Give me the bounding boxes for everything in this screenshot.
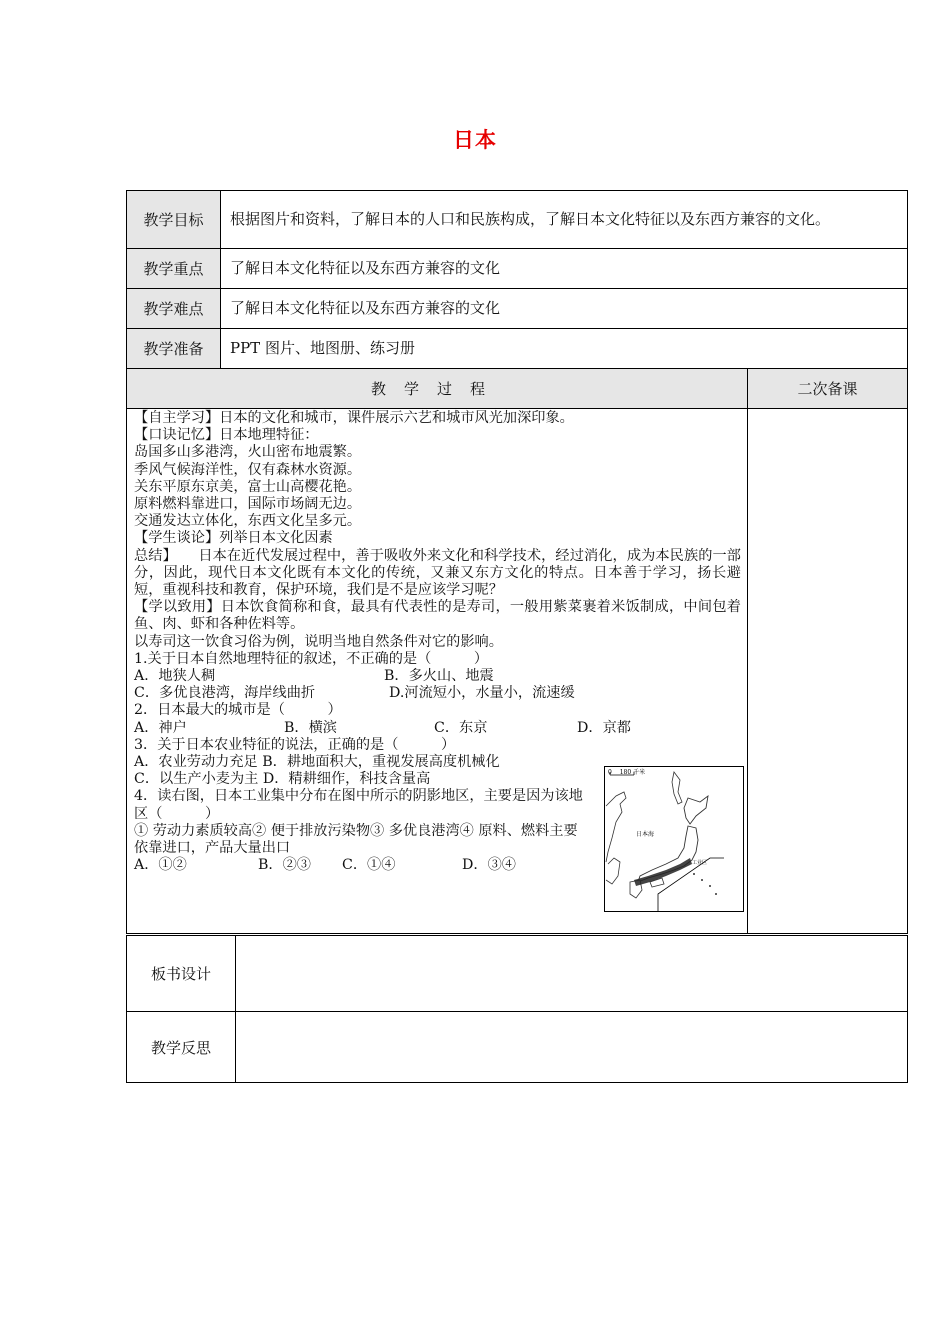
island-dot [701, 879, 703, 881]
row-content: 了解日本文化特征以及东西方兼容的文化 [221, 289, 908, 329]
row-preparation [127, 329, 908, 369]
row-content: 根据图片和资料，了解日本的人口和民族构成，了解日本文化特征以及东西方兼容的文化。 [221, 191, 908, 249]
apply-question: 以寿司这一饮食习俗为例，说明当地自然条件对它的影响。 [134, 633, 503, 650]
island-dot [715, 893, 717, 895]
row-content: 了解日本文化特征以及东西方兼容的文化 [221, 249, 908, 289]
row-label: 教学反思 [127, 1012, 236, 1083]
sea-label: 日本海 [636, 831, 655, 838]
second-prep-cell [748, 409, 908, 934]
process-header-side: 二次备课 [748, 369, 908, 409]
self-study-line: 【自主学习】日本的文化和城市，课件展示六艺和城市风光加深印象。 [134, 410, 574, 426]
q4-option-b: B．②③ [258, 857, 311, 874]
process-header-main: 教学过程 [370, 380, 503, 398]
row-label: 教学难点 [127, 289, 221, 329]
apply-paragraph: 【学以致用】日本饮食简称和食，最具有代表性的是寿司，一般用紫菜裹着米饭制成，中间包着鱼、肉、虾和各种佐料等。 [134, 599, 741, 633]
q4-body: ① 劳动力素质较高② 便于排放污染物③ 多优良港湾④ 原料、燃料主要依靠进口，产品大量出口 [134, 822, 578, 857]
lesson-plan-bottom-table [126, 935, 908, 1083]
q3-stem: 3．关于日本农业特征的说法，正确的是（ ） [134, 736, 456, 753]
row-content [236, 1012, 908, 1083]
row-label: 教学准备 [127, 329, 221, 369]
poem-line: 季风气候海洋性，仅有森林水资源。 [134, 461, 362, 478]
island-dot [709, 885, 711, 887]
q1-stem: 1.关于日本自然地理特征的叙述，不正确的是（ ） [134, 650, 489, 667]
q2-stem: 2．日本最大的城市是（ ） [134, 702, 342, 719]
q1-option-d: D.河流短小，水量小，流速缓 [389, 685, 575, 702]
q4-option-d: D．③④ [462, 857, 516, 874]
q1-option-a: A．地狭人稠 [134, 668, 216, 685]
map-scale-label: 0 180 千米 [608, 769, 646, 776]
island-dot [693, 873, 695, 875]
row-label: 教学目标 [127, 191, 221, 249]
q4-option-c: C．①④ [342, 857, 396, 874]
poem-line: 交通发达立体化，东西文化呈多元。 [134, 513, 362, 530]
row-label: 教学重点 [127, 249, 221, 289]
lesson-plan-table [126, 190, 908, 934]
summary-paragraph: 总结】 日本在近代发展过程中，善于吸收外来文化和科学技术，经过消化，成为本民族的一部分，因此，现代日本文化既有本文化的传统，又兼又东方文化的特点。日本善于学习，扬长避短，重视科技和教育，保护环境，我们是不是应该学习呢？ [134, 547, 741, 599]
row-key-point [127, 249, 908, 289]
q1-option-c: C．多优良港湾，海岸线曲折 [134, 685, 316, 702]
discussion-line: 【学生谈论】列举日本文化因素 [134, 530, 333, 547]
row-board-design [127, 936, 908, 1012]
process-header-row [127, 369, 908, 409]
q3-options-cd: C．以生产小麦为主 D．精耕细作，科技含量高 [134, 771, 431, 788]
row-label: 板书设计 [127, 936, 236, 1012]
process-row [127, 409, 908, 934]
poem-line: 岛国多山多港湾，火山密布地震繁。 [134, 444, 362, 461]
q1-option-b: B．多火山、地震 [384, 668, 494, 685]
q2-option-c: C．东京 [434, 719, 488, 736]
q3-options-ab: A．农业劳动力充足 B．耕地面积大，重视发展高度机械化 [134, 754, 500, 771]
poem-line: 原料燃料靠进口，国际市场阔无边。 [134, 496, 362, 513]
japan-industrial-map [604, 766, 744, 912]
q2-option-b: B．横滨 [284, 719, 337, 736]
q4-option-a: A．①② [134, 857, 187, 874]
mnemonic-heading: 【口诀记忆】日本地理特征： [134, 427, 319, 444]
row-content [236, 936, 908, 1012]
q4-stem: 4．读右图，日本工业集中分布在图中所示的阴影地区，主要是因为该地区（ ） [134, 788, 583, 822]
row-content: PPT 图片、地图册、练习册 [221, 329, 908, 369]
poem-line: 关东平原东京美，富士山高樱花艳。 [134, 478, 362, 495]
q2-option-d: D．京都 [577, 719, 631, 736]
row-difficulty [127, 289, 908, 329]
region-label: 工业区 [692, 860, 708, 866]
q2-option-a: A．神户 [134, 719, 187, 736]
page-title: 日本 [453, 127, 497, 152]
process-content [127, 409, 748, 934]
row-reflection [127, 1012, 908, 1083]
row-objective [127, 191, 908, 249]
